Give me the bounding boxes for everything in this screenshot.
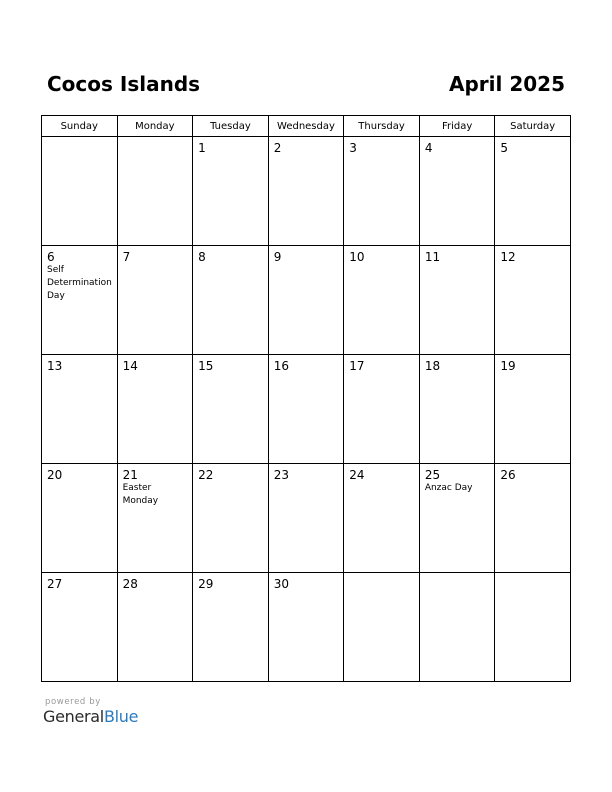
day-number: 15 bbox=[198, 359, 214, 373]
day-cell bbox=[268, 355, 344, 464]
day-cell bbox=[42, 464, 118, 573]
day-number: 14 bbox=[122, 359, 138, 373]
day-cell bbox=[193, 355, 269, 464]
day-cell bbox=[495, 137, 571, 246]
weekday-friday: Friday bbox=[419, 116, 495, 137]
day-number: 4 bbox=[424, 141, 433, 155]
day-cell bbox=[268, 137, 344, 246]
day-number: 24 bbox=[349, 468, 365, 482]
day-number: 23 bbox=[273, 468, 289, 482]
day-cell bbox=[117, 573, 193, 682]
weekday-saturday: Saturday bbox=[495, 116, 571, 137]
holiday-label: Self Determination Day bbox=[47, 265, 112, 301]
day-cell bbox=[117, 246, 193, 355]
day-cell bbox=[117, 464, 193, 573]
day-cell bbox=[117, 137, 193, 246]
day-cell bbox=[344, 355, 420, 464]
week-row bbox=[42, 464, 571, 573]
day-number: 30 bbox=[273, 577, 289, 591]
day-cell bbox=[42, 246, 118, 355]
day-number: 17 bbox=[349, 359, 365, 373]
weekday-header-row bbox=[42, 116, 571, 137]
day-cell bbox=[495, 246, 571, 355]
powered-by-text: powered by bbox=[45, 697, 101, 707]
day-number: 11 bbox=[424, 250, 441, 264]
logo-general-text: General bbox=[43, 707, 104, 726]
day-cell bbox=[344, 137, 420, 246]
day-number: 3 bbox=[349, 141, 357, 155]
day-cell bbox=[495, 573, 571, 682]
holiday-label: Easter Monday bbox=[122, 483, 159, 506]
day-cell bbox=[193, 573, 269, 682]
day-number: 9 bbox=[273, 250, 282, 264]
day-number: 13 bbox=[47, 359, 63, 373]
day-number: 26 bbox=[500, 468, 516, 482]
holiday-label: Anzac Day bbox=[424, 483, 473, 493]
day-cell bbox=[42, 573, 118, 682]
day-number: 12 bbox=[500, 250, 516, 264]
country-title: Cocos Islands bbox=[47, 72, 201, 96]
weekday-tuesday: Tuesday bbox=[193, 116, 269, 137]
day-number: 5 bbox=[500, 141, 509, 155]
day-number: 16 bbox=[273, 359, 289, 373]
day-cell bbox=[193, 246, 269, 355]
day-cell bbox=[42, 355, 118, 464]
day-cell bbox=[117, 355, 193, 464]
weekday-monday: Monday bbox=[117, 116, 193, 137]
generalblue-logo[interactable] bbox=[43, 707, 138, 727]
day-number: 7 bbox=[122, 250, 131, 264]
day-cell bbox=[42, 137, 118, 246]
logo-blue-text: Blue bbox=[103, 707, 139, 726]
day-number: 27 bbox=[47, 577, 63, 591]
day-number: 1 bbox=[198, 141, 206, 155]
weekday-wednesday: Wednesday bbox=[268, 116, 344, 137]
week-row bbox=[42, 355, 571, 464]
week-row bbox=[42, 246, 571, 355]
day-cell bbox=[344, 573, 420, 682]
day-cell bbox=[193, 137, 269, 246]
day-cell bbox=[419, 464, 495, 573]
day-cell bbox=[419, 246, 495, 355]
month-year-title: April 2025 bbox=[449, 72, 565, 96]
day-cell bbox=[344, 246, 420, 355]
day-number: 18 bbox=[424, 359, 441, 373]
day-number: 22 bbox=[198, 468, 214, 482]
day-number: 21 bbox=[122, 468, 138, 482]
day-number: 25 bbox=[424, 468, 441, 482]
day-cell bbox=[419, 355, 495, 464]
day-cell bbox=[193, 464, 269, 573]
day-number: 8 bbox=[198, 250, 206, 264]
day-cell bbox=[419, 137, 495, 246]
day-number: 19 bbox=[500, 359, 516, 373]
month-calendar-grid bbox=[41, 115, 571, 682]
day-number: 29 bbox=[198, 577, 214, 591]
weekday-thursday: Thursday bbox=[344, 116, 420, 137]
day-number: 6 bbox=[47, 250, 55, 264]
day-number: 28 bbox=[122, 577, 138, 591]
generalblue-footer[interactable] bbox=[43, 697, 138, 727]
day-cell bbox=[268, 246, 344, 355]
day-cell bbox=[495, 355, 571, 464]
day-number: 20 bbox=[47, 468, 63, 482]
day-cell bbox=[268, 573, 344, 682]
week-row bbox=[42, 573, 571, 682]
day-cell bbox=[268, 464, 344, 573]
weekday-sunday: Sunday bbox=[42, 116, 118, 137]
day-cell bbox=[419, 573, 495, 682]
day-cell bbox=[344, 464, 420, 573]
day-number: 10 bbox=[349, 250, 365, 264]
week-row bbox=[42, 137, 571, 246]
day-number: 2 bbox=[273, 141, 282, 155]
day-cell bbox=[495, 464, 571, 573]
